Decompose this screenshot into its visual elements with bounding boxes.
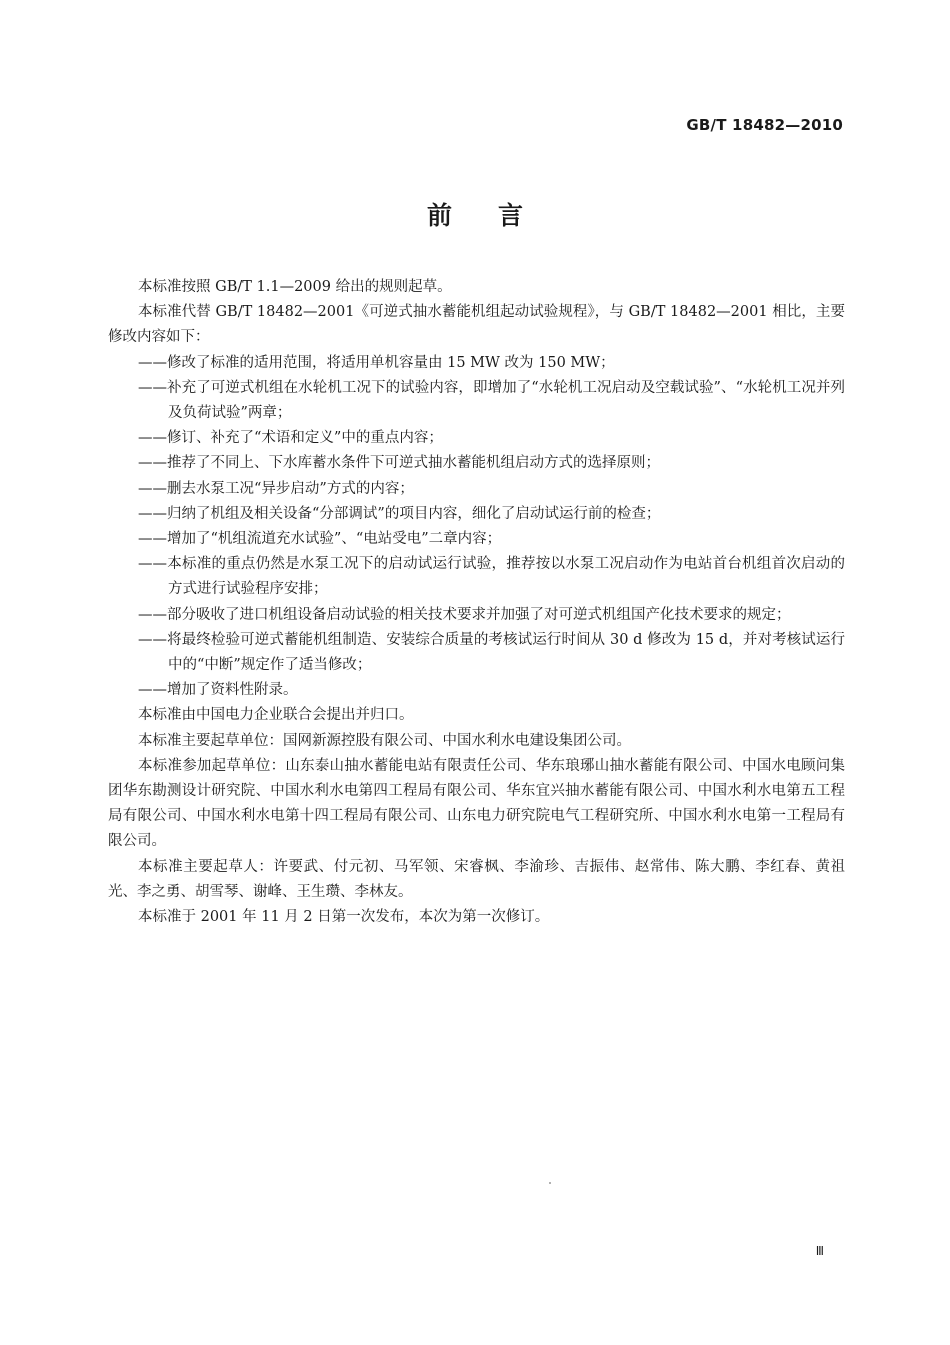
change-item: ——增加了“机组流道充水试验”、“电站受电”二章内容；: [138, 531, 502, 548]
foreword-body: [108, 275, 845, 930]
scan-speck: [549, 1182, 551, 1184]
page-number: Ⅲ: [815, 1244, 824, 1258]
intro-paragraph: 本标准按照 GB/T 1.1—2009 给出的规则起草。: [138, 279, 452, 295]
change-item: ——增加了资料性附录。: [138, 682, 298, 699]
change-item: ——将最终检验可逆式蓄能机组制造、安装综合质量的考核试运行时间从 30 d 修改为 15 d，并对考核试运行中的“中断”规定作了适当修改；: [138, 631, 845, 674]
closing-paragraph: 本标准由中国电力企业联合会提出并归口。: [138, 707, 414, 724]
change-item: ——补充了可逆式机组在水轮机工况下的试验内容，即增加了“水轮机工况启动及空载试验”、“水轮机工况并列及负荷试验”两章；: [138, 379, 846, 422]
closing-paragraph: 本标准主要起草人：许要武、付元初、马军领、宋睿枫、李渝珍、吉振伟、赵常伟、陈大鹏、李红春、黄祖光、李之勇、胡雪琴、谢峰、王生瓒、李林友。: [108, 858, 845, 900]
change-item: ——修改了标准的适用范围，将适用单机容量由 15 MW 改为 150 MW；: [138, 354, 615, 371]
closing-paragraph: 本标准于 2001 年 11 月 2 日第一次发布，本次为第一次修订。: [138, 909, 550, 926]
intro-paragraph: 本标准代替 GB/T 18482—2001《可逆式抽水蓄能机组起动试验规程》，与 GB/T 18482—2001 相比，主要修改内容如下：: [108, 304, 845, 346]
page-title: 前言: [426, 201, 569, 230]
change-item: ——归纳了机组及相关设备“分部调试”的项目内容，细化了启动试运行前的检查；: [138, 505, 661, 522]
standard-number: GB/T 18482—2010: [686, 116, 843, 134]
closing-paragraph: 本标准参加起草单位：山东泰山抽水蓄能电站有限责任公司、华东琅琊山抽水蓄能有限公司、中国水电顾问集团华东勘测设计研究院、中国水利水电第四工程局有限公司、华东宜兴抽水蓄能有限公司、中国水利水电第五工程局有限公司、中国水利水电第十四工程局有限公司、山东电力研究院电气工程研究所、中国水利水电第一工程局有限公司。: [108, 757, 845, 850]
closing-paragraph: 本标准主要起草单位：国网新源控股有限公司、中国水利水电建设集团公司。: [138, 732, 631, 749]
change-item: ——推荐了不同上、下水库蓄水条件下可逆式抽水蓄能机组启动方式的选择原则；: [138, 455, 660, 472]
change-item: ——修订、补充了“术语和定义”中的重点内容；: [138, 430, 443, 447]
change-item: ——部分吸收了进口机组设备启动试验的相关技术要求并加强了对可逆式机组国产化技术要求的规定；: [138, 606, 791, 623]
change-item: ——删去水泵工况“异步启动”方式的内容；: [138, 480, 414, 497]
change-item: ——本标准的重点仍然是水泵工况下的启动试运行试验，推荐按以水泵工况启动作为电站首台机组首次启动的方式进行试验程序安排；: [138, 556, 845, 598]
